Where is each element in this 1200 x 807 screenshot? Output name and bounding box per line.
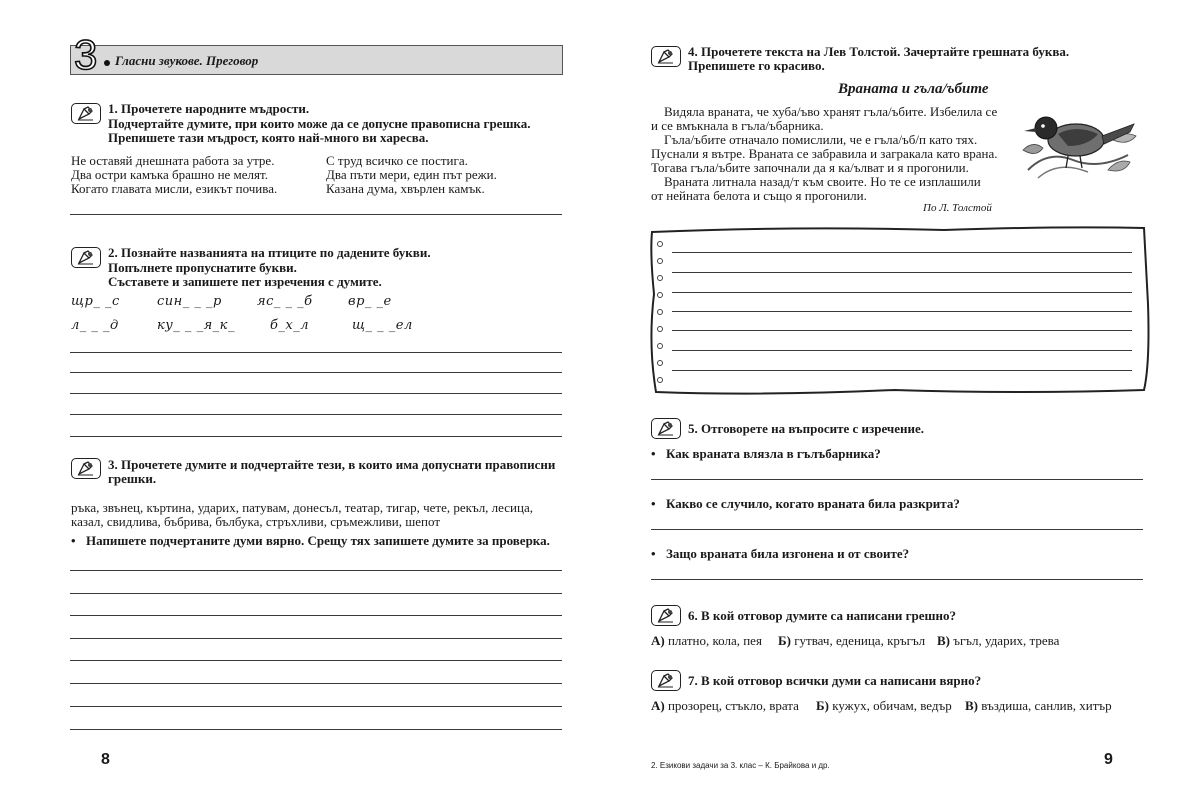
task4-title: 4. Прочетете текста на Лев Толстой. Зачертайте грешната буква. [688,44,1070,59]
task5-title: 5. Отговорете на въпросите с изречение. [688,421,925,436]
writing-line[interactable] [70,214,562,215]
footer-credit: 2. Езикови задачи за 3. клас – К. Брайкова и др. [651,761,830,770]
writing-line[interactable] [70,683,562,684]
option-label: А) [651,633,665,648]
option-text: ъгъл, ударих, трева [953,633,1060,648]
task4-instruction: Препишете го красиво. [688,58,825,73]
option-text: кужух, обичам, ведър [832,698,952,713]
proverb: Казана дума, хвърлен камък. [326,181,485,196]
task5-question: Какво се случило, когато враната била разкрита? [666,496,960,511]
option-text: прозорец, стъкло, врата [667,698,799,713]
writing-line[interactable] [672,350,1132,351]
option-label: Б) [816,698,829,713]
bullet-dot: • [71,533,76,548]
task2-title: 2. Познайте названията на птиците по дадените букви. [108,245,431,260]
task3-title-continued: грешки. [108,471,157,486]
task1-instruction: Подчертайте думите, при които може да се допусне правописна грешка. [108,116,531,131]
task5-question: Как враната влязла в гълъбарника? [666,446,881,461]
writing-line[interactable] [70,570,562,571]
writing-line[interactable] [672,370,1132,371]
option-text: въздиша, санлив, хитър [981,698,1112,713]
option-text: платно, кола, пея [667,633,762,648]
chapter-title: Гласни звукове. Преговор [115,53,259,68]
option-label: В) [937,633,950,648]
right-page [600,0,1200,807]
chapter-number-dot [104,60,110,66]
task3-bullet-instruction: Напишете подчертаните думи вярно. Срещу тях запишете думите за проверка. [86,533,550,548]
writing-line[interactable] [651,479,1143,480]
task6-title: 6. В кой отговор думите са написани грешно? [688,608,957,623]
cursive-word: щ_ _ _ел [352,318,413,333]
task-pencil-icon [71,458,101,479]
cursive-word: вр_ _е [348,294,392,309]
writing-line[interactable] [651,579,1143,580]
answer-option-c[interactable] [937,633,1059,648]
story-line: Пуснали я вътре. Враната се забравила и загракала като врана. [651,146,998,161]
word-list: казал, свидлива, бъбрива, бълбука, стръхливи, сръмежливи, шепот [71,514,441,529]
writing-line[interactable] [70,615,562,616]
story-line: Видяла враната, че хуба/ъво хранят гъла/ъбите. Избелила се [664,104,998,119]
chapter-number: 3 [74,31,98,78]
writing-line[interactable] [70,372,562,373]
proverb: Два пъти мери, един път режи. [326,167,497,182]
story-title: Враната и гъла/ъбите [838,81,989,97]
writing-line[interactable] [70,393,562,394]
task3-title: 3. Прочетете думите и подчертайте тези, в които има допуснати правописни [108,457,556,472]
writing-line[interactable] [70,593,562,594]
task2-instruction: Попълнете пропуснатите букви. [108,260,297,275]
task5-question: Защо враната била изгонена и от своите? [666,546,910,561]
proverb: Когато главата мисли, езикът почива. [71,181,278,196]
proverb: Два остри камъка брашно не мелят. [71,167,268,182]
answer-option-a[interactable] [651,633,762,648]
task7-title: 7. В кой отговор всички думи са написани вярно? [688,673,982,688]
answer-option-b[interactable] [816,698,952,713]
bullet-dot: • [651,546,656,561]
writing-line[interactable] [70,660,562,661]
cursive-word: л_ _ _д [71,318,119,333]
cursive-word: син_ _ _р [157,294,222,309]
story-line: Тогава гъла/ъбите започнали да я ка/ълват и я прогонили. [651,160,969,175]
story-line: Гъла/ъбите отначало помислили, че е гъла/ъб/п като тях. [664,132,978,147]
option-label: Б) [778,633,791,648]
story-line: от нейната белота и също я прогонили. [651,188,867,203]
task2-instruction: Съставете и запишете пет изречения с думите. [108,274,382,289]
writing-line[interactable] [672,330,1132,331]
answer-option-a[interactable] [651,698,799,713]
writing-line[interactable] [70,414,562,415]
task-pencil-icon [651,46,681,67]
cursive-word: ку_ _ _я_к_ [157,318,235,333]
writing-line[interactable] [672,311,1132,312]
task1-instruction: Препишете тази мъдрост, която най-много ви харесва. [108,130,429,145]
writing-line[interactable] [70,729,562,730]
story-author: По Л. Толстой [923,202,992,214]
writing-line[interactable] [70,638,562,639]
story-line: и се вмъкнала в гъла/ъбарника. [651,118,824,133]
writing-line[interactable] [672,272,1132,273]
answer-option-b[interactable] [778,633,925,648]
task-pencil-icon [651,670,681,691]
task1-title: 1. Прочетете народните мъдрости. [108,101,310,116]
option-label: А) [651,698,665,713]
writing-line[interactable] [651,529,1143,530]
cursive-word: б_х_л [270,318,310,333]
writing-line[interactable] [672,252,1132,253]
crow-bird-illustration [1018,100,1142,184]
writing-line[interactable] [672,292,1132,293]
writing-line[interactable] [70,436,562,437]
word-list: ръка, звънец, къртина, ударих, патувам, донесъл, театар, тигар, чете, рекъл, лесица, [71,500,533,515]
bullet-dot: • [651,496,656,511]
answer-option-c[interactable] [965,698,1112,713]
writing-line[interactable] [70,706,562,707]
option-text: гутвач, еденица, кръгъл [794,633,926,648]
bullet-dot: • [651,446,656,461]
page-number: 8 [101,751,110,768]
cursive-word: щр_ _с [71,294,120,309]
task-pencil-icon [71,247,101,268]
story-line: Враната литнала назад/т към своите. Но те се изплашили [664,174,981,189]
task-pencil-icon [71,103,101,124]
page-number: 9 [1104,751,1113,768]
option-label: В) [965,698,978,713]
proverb: Не оставяй днешната работа за утре. [71,153,275,168]
cursive-word: яс_ _ _б [257,294,313,309]
task-pencil-icon [651,605,681,626]
writing-line[interactable] [70,352,562,353]
proverb: С труд всичко се постига. [326,153,468,168]
task-pencil-icon [651,418,681,439]
